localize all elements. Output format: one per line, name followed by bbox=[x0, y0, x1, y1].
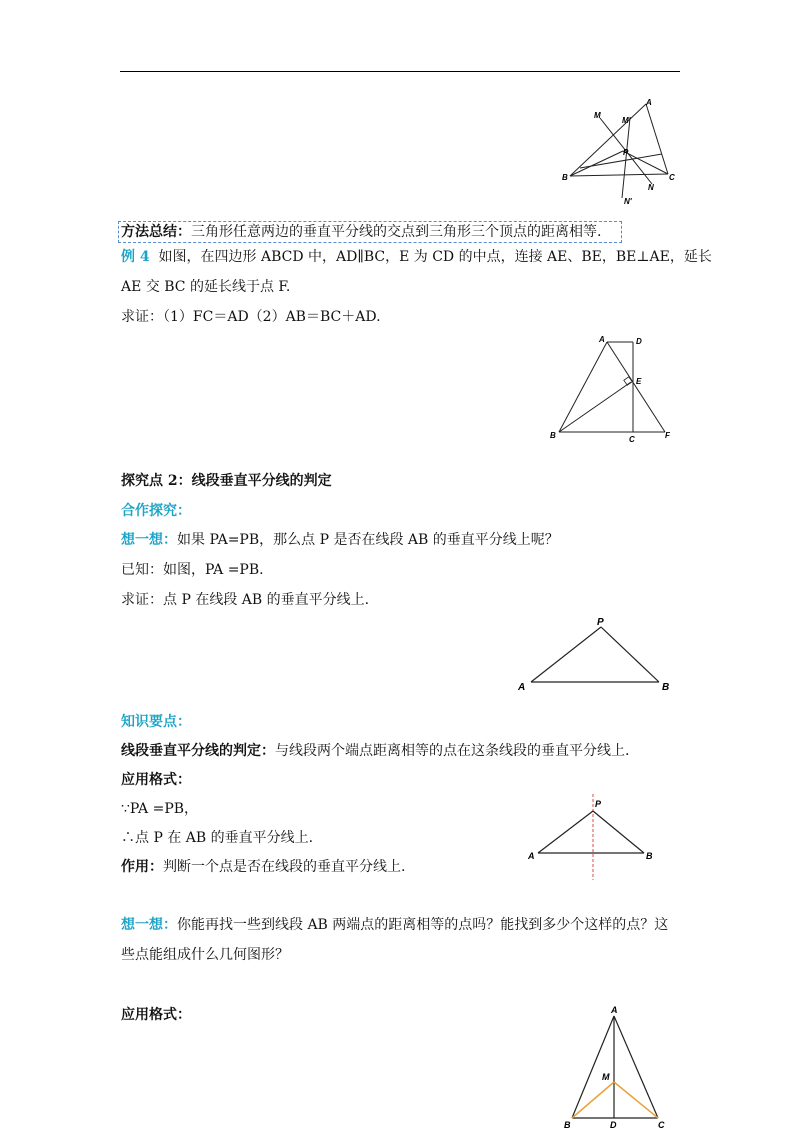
known-text: 已知：如图，PA =PB. bbox=[121, 562, 264, 578]
example4-text-1: 如图，在四边形 ABCD 中，AD∥BC，E 为 CD 的中点，连接 AE、BE，BE⊥AE，延长 bbox=[158, 249, 712, 265]
fig4-label-a: A bbox=[528, 851, 535, 861]
format2-heading: 应用格式： bbox=[121, 1007, 191, 1023]
fig2-label-f: F bbox=[665, 431, 670, 440]
example4-prove: 求证：（1）FC＝AD（2）AB＝BC＋AD. bbox=[121, 309, 381, 325]
knowledge-rule bbox=[121, 741, 629, 761]
section2-title: 探究点 2：线段垂直平分线的判定 bbox=[121, 473, 332, 489]
think2-line1 bbox=[121, 915, 668, 935]
fig2-label-d: D bbox=[636, 337, 642, 346]
figure-triangle-pab bbox=[510, 612, 680, 694]
fig2-label-b: B bbox=[550, 431, 556, 440]
knowledge-heading: 知识要点： bbox=[121, 714, 191, 730]
think2-line2: 些点能组成什么几何图形？ bbox=[121, 947, 289, 963]
fig5-label-m: M bbox=[602, 1072, 610, 1082]
use-label: 作用： bbox=[121, 859, 163, 875]
knowledge-rule-text: 与线段两个端点距离相等的点在这条线段的垂直平分线上. bbox=[275, 743, 630, 759]
example4-line1 bbox=[121, 247, 712, 267]
think2-text-1: 你能再找一些到线段 AB 两端点的距离相等的点吗？能找到多少个这样的点？这 bbox=[177, 917, 669, 933]
coop-heading: 合作探究： bbox=[121, 503, 191, 519]
fig1-label-b: B bbox=[562, 173, 568, 182]
figure-isosceles-median bbox=[560, 1000, 680, 1132]
prove-text: 求证：点 P 在线段 AB 的垂直平分线上. bbox=[121, 592, 370, 608]
knowledge-rule-label: 线段垂直平分线的判定： bbox=[121, 743, 275, 759]
fig5-label-d: D bbox=[610, 1120, 617, 1130]
think1 bbox=[121, 530, 559, 550]
fig1-label-mprime: M' bbox=[622, 116, 631, 125]
fig3-label-b: B bbox=[662, 682, 670, 693]
method-summary-text: 三角形任意两边的垂直平分线的交点到三角形三个顶点的距离相等. bbox=[191, 224, 602, 240]
use-text: 判断一个点是否在线段的垂直平分线上. bbox=[163, 859, 406, 875]
method-summary bbox=[121, 222, 601, 242]
figure-triangle-bisector bbox=[518, 792, 668, 884]
think1-text: 如果 PA=PB，那么点 P 是否在线段 AB 的垂直平分线上呢？ bbox=[177, 532, 559, 548]
fig1-label-c: C bbox=[669, 173, 675, 182]
fig2-label-c: C bbox=[629, 435, 635, 444]
fig5-label-b: B bbox=[564, 1120, 571, 1130]
method-summary-label: 方法总结： bbox=[121, 224, 191, 240]
fig4-label-p: P bbox=[595, 799, 602, 809]
think1-label: 想一想： bbox=[121, 532, 177, 548]
figure-quadrilateral bbox=[545, 332, 675, 444]
therefore-line: ∴点 P 在 AB 的垂直平分线上. bbox=[121, 830, 314, 846]
fig1-label-a: A bbox=[646, 98, 652, 107]
fig1-label-p: P bbox=[623, 148, 629, 157]
fig1-label-m: M bbox=[594, 111, 601, 120]
fig1-label-nprime: N' bbox=[624, 197, 632, 206]
example4-label: 例 4 bbox=[121, 249, 150, 265]
page-top-rule bbox=[120, 71, 680, 72]
format-heading: 应用格式： bbox=[121, 772, 191, 788]
use-line bbox=[121, 857, 405, 877]
fig5-label-c: C bbox=[658, 1120, 665, 1130]
fig2-label-e: E bbox=[636, 377, 642, 386]
fig5-label-a: A bbox=[611, 1005, 618, 1015]
fig2-label-a: A bbox=[599, 335, 605, 344]
fig4-label-b: B bbox=[646, 851, 653, 861]
example4-line2: AE 交 BC 的延长线于点 F. bbox=[121, 279, 291, 295]
because-line: ∵PA =PB， bbox=[121, 801, 199, 817]
fig3-label-p: P bbox=[597, 617, 604, 628]
think2-label: 想一想： bbox=[121, 917, 177, 933]
fig3-label-a: A bbox=[518, 682, 526, 693]
figure-perpendicular-bisectors bbox=[560, 96, 690, 210]
fig1-label-n: N bbox=[648, 183, 654, 192]
